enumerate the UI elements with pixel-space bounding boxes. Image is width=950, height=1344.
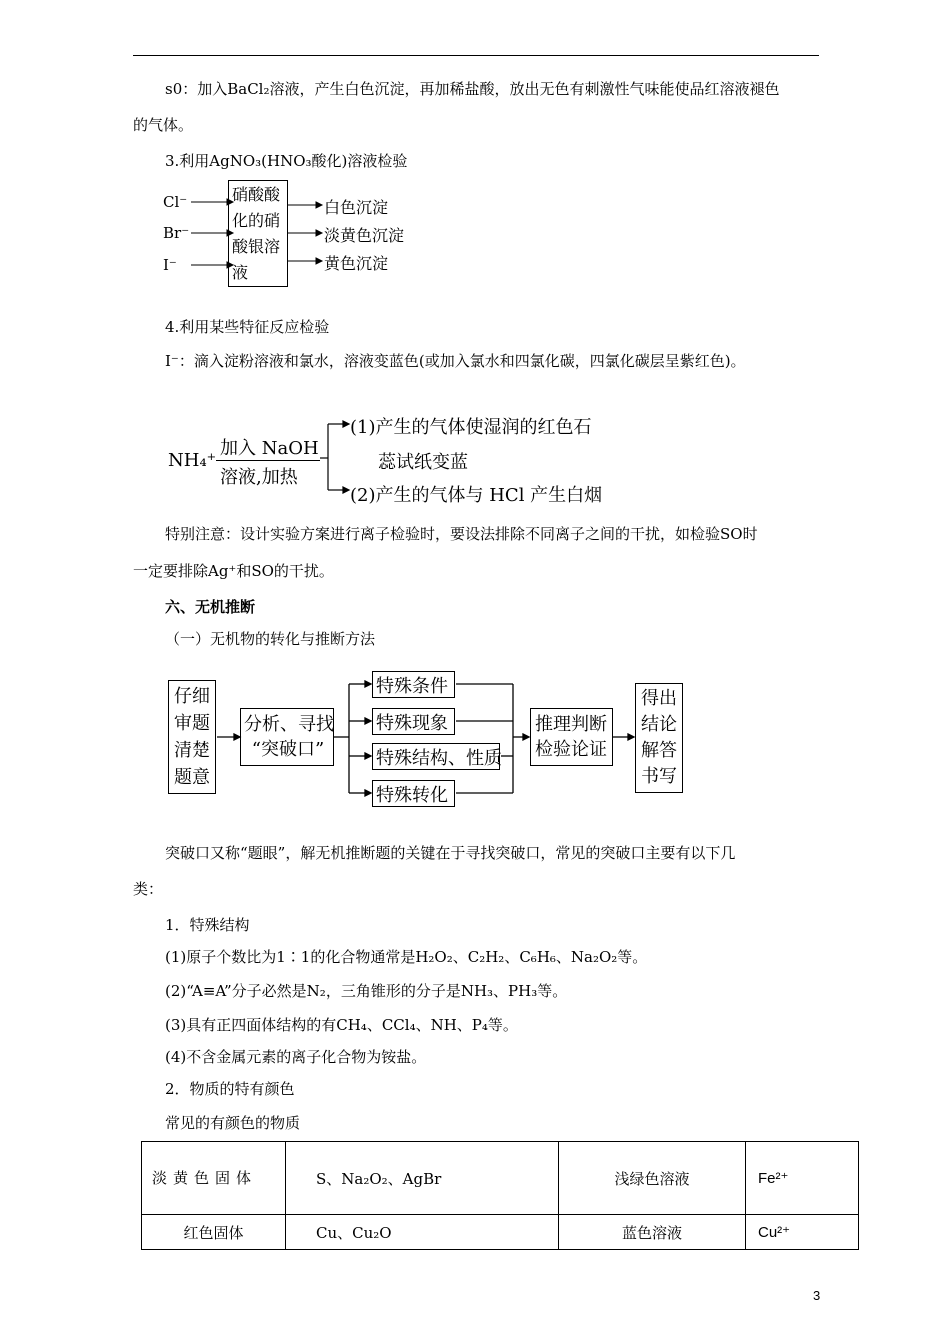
header-rule xyxy=(133,55,819,56)
text-line: I⁻：滴入淀粉溶液和氯水，溶液变蓝色(或加入氯水和四氯化碳，四氯化碳层呈紫红色)。 xyxy=(165,352,746,370)
condition-bar xyxy=(216,460,320,461)
flow-line: 题意 xyxy=(174,767,210,788)
table-cell: 淡黄色固体 xyxy=(142,1142,286,1215)
text-line: 一定要排除Ag⁺和SO的干扰。 xyxy=(133,562,334,580)
flow-line: 结论 xyxy=(641,714,677,735)
table-cell: Cu²⁺ xyxy=(746,1215,859,1250)
table-cell: S、Na₂O₂、AgBr xyxy=(286,1142,559,1215)
table-cell: 浅绿色溶液 xyxy=(559,1142,746,1215)
heading-structure: 1．特殊结构 xyxy=(165,916,250,934)
text-line: s0：加入BaCl₂溶液，产生白色沉淀，再加稀盐酸，放出无色有刺激性气味能使品红溶液褪色 xyxy=(165,80,780,98)
table-cell: Cu、Cu₂O xyxy=(286,1215,559,1250)
flow-step2-text xyxy=(244,712,332,762)
table-cell: Fe²⁺ xyxy=(746,1142,859,1215)
reagent-line: 化的硝 xyxy=(232,211,281,230)
subsection-heading: （一）无机物的转化与推断方法 xyxy=(165,630,376,648)
table-caption: 常见的有颜色的物质 xyxy=(165,1114,301,1132)
text-line: 突破口又称“题眼”，解无机推断题的关键在于寻找突破口，常见的突破口主要有以下几 xyxy=(165,844,736,862)
ion-label: I⁻ xyxy=(163,256,177,274)
list-item: (3)具有正四面体结构的有CH₄、CCl₄、NH、P₄等。 xyxy=(165,1016,518,1034)
page-number: 3 xyxy=(813,1288,821,1303)
nh4-result-1b: 蕊试纸变蓝 xyxy=(378,452,468,473)
text-line: 特别注意：设计实验方案进行离子检验时，要设法排除不同离子之间的干扰，如检验SO时 xyxy=(165,525,758,543)
condition-bottom: 溶液,加热 xyxy=(220,467,298,488)
list-item: (4)不含金属元素的离子化合物为铵盐。 xyxy=(165,1048,427,1066)
flow-line: 得出 xyxy=(641,688,677,709)
flow-line: 清楚 xyxy=(174,740,210,761)
table-cell: 红色固体 xyxy=(142,1215,286,1250)
table-row xyxy=(142,1215,859,1250)
reagent-line: 液 xyxy=(232,263,249,282)
result-label: 淡黄色沉淀 xyxy=(324,226,405,245)
result-label: 黄色沉淀 xyxy=(324,254,389,273)
reagent-line: 硝酸酸 xyxy=(232,185,281,204)
table-cell: 蓝色溶液 xyxy=(559,1215,746,1250)
table-row xyxy=(142,1142,859,1215)
ion-label: Br⁻ xyxy=(163,224,190,242)
reagent-line: 酸银溶 xyxy=(232,237,281,256)
flow-step4-text xyxy=(641,686,677,790)
flow-line: “突破口” xyxy=(251,739,325,760)
flow-line: 分析、寻找 xyxy=(244,714,334,735)
ion-label: Cl⁻ xyxy=(163,193,188,211)
section-heading: 六、无机推断 xyxy=(165,598,256,616)
heading-agno3: 3.利用AgNO₃(HNO₃酸化)溶液检验 xyxy=(165,152,408,170)
flow-line: 解答 xyxy=(641,740,677,761)
nh4-result-1a: (1)产生的气体使湿润的红色石 xyxy=(350,417,592,438)
nh4-ion: NH₄⁺ xyxy=(168,450,217,471)
flow-line: 审题 xyxy=(174,713,210,734)
nh4-result-2: (2)产生的气体与 HCl 产生白烟 xyxy=(350,485,603,506)
heading-special: 4.利用某些特征反应检验 xyxy=(165,318,330,336)
heading-color: 2．物质的特有颜色 xyxy=(165,1080,295,1098)
text-line: 类： xyxy=(133,880,164,898)
flow-line: 仔细 xyxy=(174,686,210,707)
result-label: 白色沉淀 xyxy=(324,198,389,217)
flow-line: 书写 xyxy=(641,766,677,787)
branch-label: 特殊现象 xyxy=(376,713,448,734)
flow-line: 推理判断 xyxy=(535,714,607,735)
flow-step1-text xyxy=(174,683,210,791)
color-table xyxy=(141,1141,859,1250)
list-item: (1)原子个数比为1∶1的化合物通常是H₂O₂、C₂H₂、C₆H₆、Na₂O₂等。 xyxy=(165,948,648,966)
flow-step3-text xyxy=(535,712,607,762)
branch-label: 特殊转化 xyxy=(376,785,448,806)
text-line: 的气体。 xyxy=(133,116,194,134)
condition-top: 加入 NaOH xyxy=(220,438,319,459)
reagent-text xyxy=(232,182,280,286)
branch-label: 特殊结构、性质 xyxy=(376,748,502,769)
branch-label: 特殊条件 xyxy=(376,676,448,697)
list-item: (2)“A≡A”分子必然是N₂，三角锥形的分子是NH₃、PH₃等。 xyxy=(165,982,568,1000)
flow-line: 检验论证 xyxy=(535,739,607,760)
